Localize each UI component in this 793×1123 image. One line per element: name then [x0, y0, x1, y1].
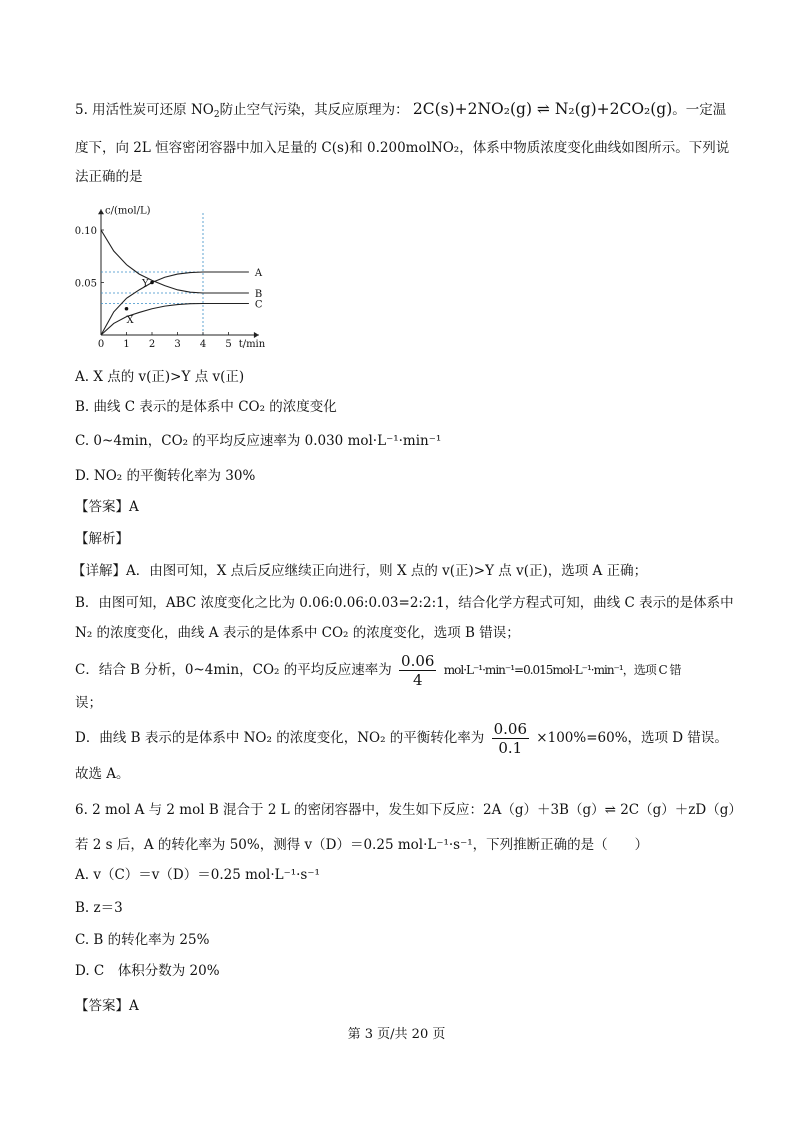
- q6-option-c: C. B 的转化率为 25%: [75, 932, 210, 948]
- marker-point-Y: [150, 281, 154, 285]
- q6-option-b: B. z＝3: [75, 900, 123, 916]
- q5-option-d: D. NO₂ 的平衡转化率为 30%: [75, 468, 256, 484]
- q5-stem-line3: 法正确的是: [75, 169, 143, 185]
- q5-stem-mid: 防止空气污染，其反应原理为：: [219, 102, 409, 118]
- x-axis-arrow: [254, 332, 259, 338]
- x-tick-label-4: 4: [199, 339, 207, 350]
- q5-detail6-fraction: [492, 720, 529, 757]
- q5-detail-line6: [75, 719, 728, 757]
- q5-answer: 【答案】A: [75, 499, 139, 515]
- x-tick-label-3: 3: [174, 339, 181, 350]
- marker-point-X: [125, 307, 129, 311]
- q5-detail4-denominator: 4: [412, 671, 423, 689]
- q6-answer: 【答案】A: [75, 998, 139, 1014]
- q6-stem-line2: 若 2 s 后，A 的转化率为 50%，测得 v（D）＝0.25 mol·L⁻¹·s⁻¹，下列推断正确的是（ ）: [75, 837, 649, 853]
- q6-option-a: A. v（C）＝v（D）＝0.25 mol·L⁻¹·s⁻¹: [75, 867, 320, 883]
- q5-detail6-denominator: 0.1: [498, 739, 523, 757]
- q5-stem-line1: [75, 100, 726, 124]
- series-label-B: B: [254, 289, 263, 300]
- q5-detail6-numerator: 0.06: [493, 720, 527, 738]
- q5-stem-post: 。一定温: [672, 102, 727, 118]
- x-tick-label-1: 1: [123, 339, 130, 350]
- page-footer: 第 3 页/共 20 页: [347, 1027, 446, 1042]
- q5-stem-line2: 度下，向 2L 恒容密闭容器中加入足量的 C(s)和 0.200molNO₂，体系中物质浓度变化曲线如图所示。下列说: [75, 140, 730, 156]
- q5-option-a: A. X 点的 v(正)>Y 点 v(正): [75, 369, 245, 385]
- q6-stem-line1: 6. 2 mol A 与 2 mol B 混合于 2 L 的密闭容器中，发生如下反应：2A（g）＋3B（g）⇌ 2C（g）＋zD（g）: [75, 802, 742, 818]
- marker-label-Y: Y: [142, 278, 149, 290]
- q5-detail-line5: 误；: [75, 695, 102, 711]
- series-line-B: [101, 230, 249, 293]
- q5-detail4-pre: C．结合 B 分析，0~4min，CO₂ 的平均反应速率为: [75, 662, 392, 678]
- q5-analysis-title: 【解析】: [75, 531, 129, 547]
- q5-no2-sub: 2: [213, 110, 220, 120]
- q6-option-d: D. C 体积分数为 20%: [75, 963, 220, 979]
- x-axis-label: t/min: [238, 339, 266, 350]
- q5-stem-pre: 5. 用活性炭可还原 NO: [75, 102, 214, 118]
- q5-reaction-equation: 2C(s)+2NO₂(g) ⇌ N₂(g)+2CO₂(g): [412, 100, 673, 118]
- q5-detail-line1: 【详解】A．由图可知，X 点后反应继续正向进行，则 X 点的 v(正)>Y 点 v(正)，选项 A 正确；: [72, 563, 648, 579]
- q5-conclusion: 故选 A。: [75, 766, 130, 782]
- x-tick-label-2: 2: [148, 339, 156, 350]
- q5-detail4-numerator: 0.06: [401, 652, 435, 670]
- concentration-chart: [70, 195, 280, 355]
- q5-option-b: B. 曲线 C 表示的是体系中 CO₂ 的浓度变化: [75, 399, 337, 415]
- x-tick-label-0: 0: [97, 339, 105, 350]
- q5-detail4-post: mol·L⁻¹·min⁻¹=0.015mol·L⁻¹·min⁻¹，选项 C 错: [443, 663, 681, 677]
- series-label-C: C: [254, 299, 263, 311]
- q5-detail-line2: B．由图可知，ABC 浓度变化之比为 0.06:0.06:0.03=2:2:1，结合化学方程式可知，曲线 C 表示的是体系中: [75, 595, 734, 611]
- q5-detail4-fraction: [399, 652, 436, 689]
- marker-label-X: X: [126, 314, 134, 326]
- q5-detail-line4: [75, 651, 681, 689]
- y-tick-label-0.10: 0.10: [74, 226, 97, 237]
- y-tick-label-0.05: 0.05: [74, 278, 97, 290]
- q5-option-c: C. 0~4min，CO₂ 的平均反应速率为 0.030 mol·L⁻¹·min⁻¹: [75, 433, 442, 449]
- q5-detail-line3: N₂ 的浓度变化，曲线 A 表示的是体系中 CO₂ 的浓度变化，选项 B 错误；: [75, 625, 520, 641]
- y-axis-arrow: [98, 209, 104, 214]
- x-tick-label-5: 5: [225, 339, 232, 350]
- q5-detail6-pre: D．曲线 B 表示的是体系中 NO₂ 的浓度变化，NO₂ 的平衡转化率为: [75, 730, 485, 746]
- series-label-A: A: [254, 268, 263, 279]
- y-axis-label: c/(mol/L): [105, 205, 151, 217]
- series-line-C: [101, 304, 249, 336]
- q5-detail6-post: ×100%=60%，选项 D 错误。: [536, 730, 728, 746]
